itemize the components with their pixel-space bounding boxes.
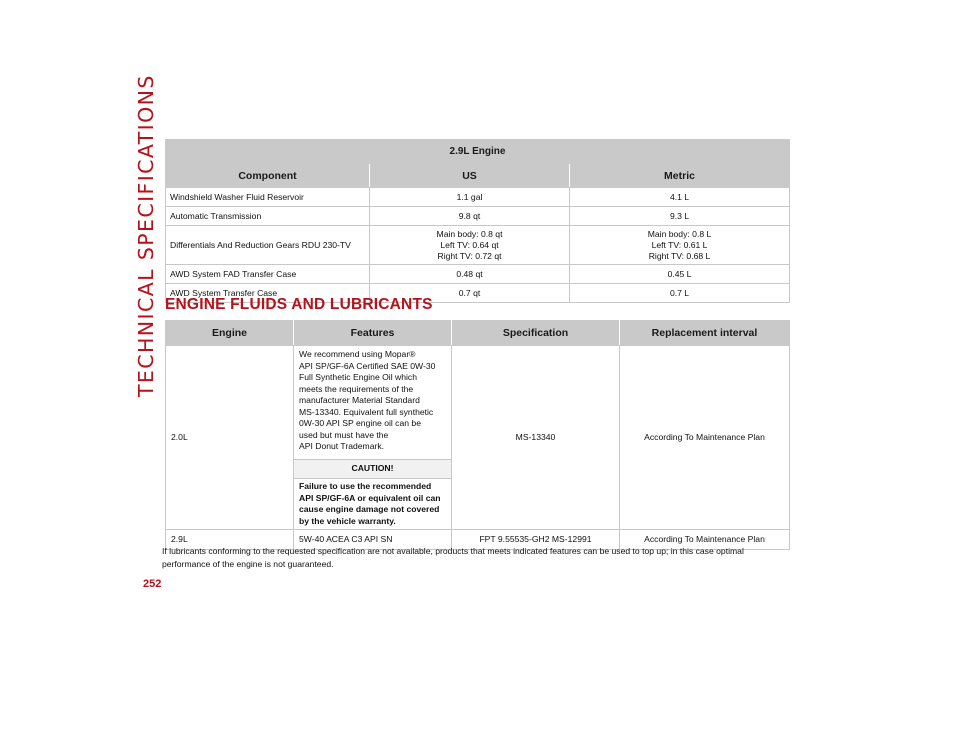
metric-value-cell: 0.45 L: [570, 265, 790, 284]
table-row: [166, 226, 790, 265]
table-row: [166, 188, 790, 207]
column-header-us: US: [370, 164, 570, 188]
features-cell: 5W-40 ACEA C3 API SN: [294, 530, 452, 550]
metric-value-cell: 4.1 L: [570, 188, 790, 207]
us-value-cell: 0.7 qt: [370, 284, 570, 303]
column-header-metric: Metric: [570, 164, 790, 188]
table-row: [166, 346, 790, 460]
page-number: 252: [143, 578, 162, 590]
component-cell: AWD System FAD Transfer Case: [166, 265, 370, 284]
table-caption: 2.9L Engine: [166, 140, 790, 164]
features-cell: We recommend using Mopar® API SP/GF-6A Certified SAE 0W-30 Full Synthetic Engine Oil which meets the requirements of the manufacturer Material Standard MS-13340. Equivalent full synthetic 0W-30 API SP engine oil can be used but must have the API Donut Trademark.: [294, 346, 452, 460]
section-heading: ENGINE FLUIDS AND LUBRICANTS: [165, 296, 433, 313]
footnote: If lubricants conforming to the requested specification are not available, products that meets indicated features can be used to top up; in this case optimal performance of the engine is not guaranteed.: [162, 546, 744, 569]
column-header-specification: Specification: [452, 321, 620, 346]
engine-fluid-capacities-table: [165, 139, 790, 303]
specification-cell: MS-13340: [452, 346, 620, 530]
us-value-cell: 1.1 gal: [370, 188, 570, 207]
caution-label: CAUTION!: [294, 460, 452, 479]
column-header-engine: Engine: [166, 321, 294, 346]
specification-cell: FPT 9.55535-GH2 MS-12991: [452, 530, 620, 550]
us-value-cell: Main body: 0.8 qt Left TV: 0.64 qt Right TV: 0.72 qt: [370, 226, 570, 265]
component-cell: AWD System Transfer Case: [166, 284, 370, 303]
component-cell: Windshield Washer Fluid Reservoir: [166, 188, 370, 207]
column-header-features: Features: [294, 321, 452, 346]
engine-lubricants-table: [165, 320, 790, 550]
component-cell: Automatic Transmission: [166, 207, 370, 226]
caution-text: Failure to use the recommended API SP/GF-6A or equivalent oil can cause engine damage not covered by the vehicle warranty.: [294, 479, 452, 530]
us-value-cell: 0.48 qt: [370, 265, 570, 284]
interval-cell: According To Maintenance Plan: [620, 346, 790, 530]
column-header-replacement-interval: Replacement interval: [620, 321, 790, 346]
interval-cell: According To Maintenance Plan: [620, 530, 790, 550]
column-header-component: Component: [166, 164, 370, 188]
side-chapter-title: TECHNICAL SPECIFICATIONS: [134, 74, 158, 397]
table-row: [166, 207, 790, 226]
engine-cell: 2.9L: [166, 530, 294, 550]
table-row: [166, 265, 790, 284]
metric-value-cell: 0.7 L: [570, 284, 790, 303]
engine-cell: 2.0L: [166, 346, 294, 530]
component-cell: Differentials And Reduction Gears RDU 230-TV: [166, 226, 370, 265]
us-value-cell: 9.8 qt: [370, 207, 570, 226]
metric-value-cell: 9.3 L: [570, 207, 790, 226]
metric-value-cell: Main body: 0.8 L Left TV: 0.61 L Right TV: 0.68 L: [570, 226, 790, 265]
